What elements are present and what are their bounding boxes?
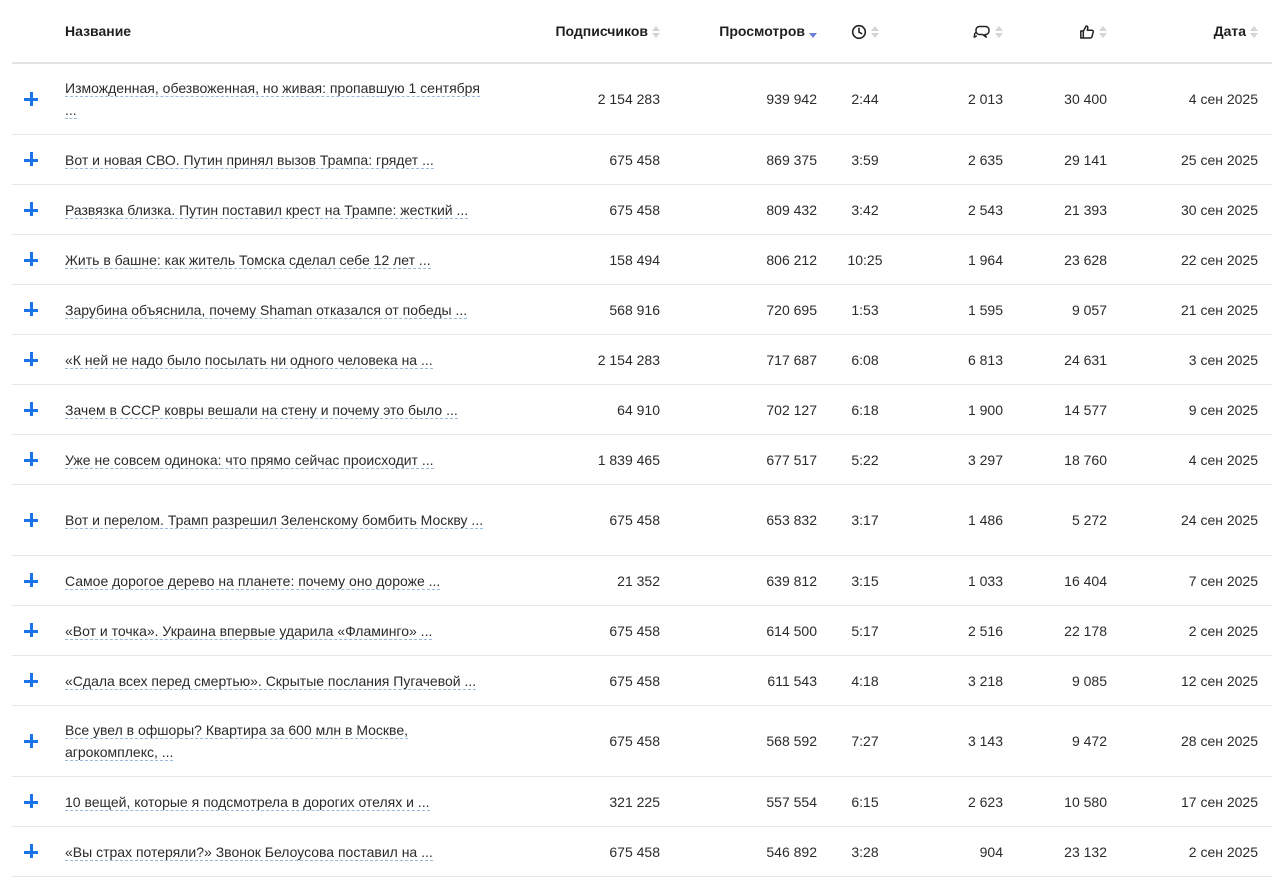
date-cell: 9 сен 2025 <box>1111 385 1272 435</box>
title-cell <box>52 435 502 485</box>
sort-icon[interactable] <box>995 25 1003 39</box>
comments-cell: 1 900 <box>906 385 1010 435</box>
comments-cell: 1 033 <box>906 556 1010 606</box>
views-cell: 939 942 <box>667 63 824 135</box>
date-cell: 7 сен 2025 <box>1111 556 1272 606</box>
sort-icon[interactable] <box>1250 25 1258 39</box>
add-cell <box>12 485 52 556</box>
duration-cell: 5:17 <box>824 606 906 656</box>
date-cell: 4 сен 2025 <box>1111 435 1272 485</box>
title-cell <box>52 63 502 135</box>
comments-cell: 2 516 <box>906 606 1010 656</box>
duration-cell: 2:44 <box>824 63 906 135</box>
header-subscribers-label[interactable]: Подписчиков <box>555 22 648 39</box>
header-likes[interactable] <box>1010 0 1111 63</box>
video-title-link[interactable]: Вот и перелом. Трамп разрешил Зеленскому бомбить Москву ... <box>65 512 484 528</box>
add-cell <box>12 435 52 485</box>
header-date[interactable] <box>1111 0 1272 63</box>
subscribers-cell: 675 458 <box>502 485 667 556</box>
comments-cell: 3 218 <box>906 656 1010 706</box>
table-row <box>12 335 1272 385</box>
sort-desc-icon[interactable] <box>809 25 817 39</box>
views-cell: 806 212 <box>667 235 824 285</box>
add-icon[interactable] <box>24 513 40 529</box>
header-views-label[interactable]: Просмотров <box>719 22 805 39</box>
add-icon[interactable] <box>24 734 40 750</box>
views-cell: 557 554 <box>667 777 824 827</box>
duration-cell: 6:15 <box>824 777 906 827</box>
likes-cell: 10 580 <box>1010 777 1111 827</box>
subscribers-cell: 675 458 <box>502 656 667 706</box>
table-row <box>12 235 1272 285</box>
duration-cell: 5:22 <box>824 435 906 485</box>
table-row <box>12 556 1272 606</box>
header-add-column <box>12 0 52 63</box>
comments-cell: 2 543 <box>906 185 1010 235</box>
table-row <box>12 485 1272 556</box>
table-row <box>12 706 1272 777</box>
duration-cell: 7:27 <box>824 706 906 777</box>
date-cell: 22 сен 2025 <box>1111 235 1272 285</box>
date-cell: 25 сен 2025 <box>1111 135 1272 185</box>
likes-cell: 21 393 <box>1010 185 1111 235</box>
add-icon[interactable] <box>24 302 40 318</box>
add-icon[interactable] <box>24 202 40 218</box>
title-cell <box>52 335 502 385</box>
likes-cell: 29 141 <box>1010 135 1111 185</box>
date-cell: 12 сен 2025 <box>1111 656 1272 706</box>
duration-cell: 6:18 <box>824 385 906 435</box>
comments-cell: 3 143 <box>906 706 1010 777</box>
title-cell <box>52 777 502 827</box>
title-cell <box>52 285 502 335</box>
views-cell: 546 892 <box>667 827 824 877</box>
comments-cell: 1 964 <box>906 235 1010 285</box>
comments-cell: 2 623 <box>906 777 1010 827</box>
add-cell <box>12 385 52 435</box>
views-cell: 717 687 <box>667 335 824 385</box>
likes-cell: 22 178 <box>1010 606 1111 656</box>
date-cell: 24 сен 2025 <box>1111 485 1272 556</box>
views-cell: 653 832 <box>667 485 824 556</box>
likes-cell: 24 631 <box>1010 335 1111 385</box>
video-title-link[interactable]: Все увел в офшоры? Квартира за 600 млн в Москве, агрокомплекс, ... <box>65 722 409 760</box>
duration-cell: 3:42 <box>824 185 906 235</box>
likes-cell: 16 404 <box>1010 556 1111 606</box>
subscribers-cell: 158 494 <box>502 235 667 285</box>
video-title-link[interactable]: Самое дорогое дерево на планете: почему оно дороже ... <box>65 572 441 589</box>
table-row <box>12 285 1272 335</box>
video-title-link[interactable]: Жить в башне: как житель Томска сделал себе 12 лет ... <box>65 251 431 268</box>
duration-cell: 6:08 <box>824 335 906 385</box>
video-title-link[interactable]: Изможденная, обезвоженная, но живая: пропавшую 1 сентября ... <box>65 80 480 118</box>
add-cell <box>12 235 52 285</box>
table-body <box>12 63 1272 877</box>
add-icon[interactable] <box>24 92 40 108</box>
add-icon[interactable] <box>24 673 40 689</box>
clock-icon[interactable] <box>851 24 867 40</box>
date-cell: 21 сен 2025 <box>1111 285 1272 335</box>
add-icon[interactable] <box>24 152 40 168</box>
date-cell: 4 сен 2025 <box>1111 63 1272 135</box>
add-icon[interactable] <box>24 623 40 639</box>
duration-cell: 3:28 <box>824 827 906 877</box>
subscribers-cell: 675 458 <box>502 827 667 877</box>
duration-cell: 3:15 <box>824 556 906 606</box>
comments-cell: 2 635 <box>906 135 1010 185</box>
add-icon[interactable] <box>24 794 40 810</box>
add-cell <box>12 285 52 335</box>
subscribers-cell: 64 910 <box>502 385 667 435</box>
duration-cell: 3:17 <box>824 485 906 556</box>
header-views[interactable] <box>667 0 824 63</box>
add-cell <box>12 135 52 185</box>
video-title-link[interactable]: Зарубина объяснила, почему Shaman отказался от победы ... <box>65 301 468 318</box>
header-duration[interactable] <box>824 0 906 63</box>
subscribers-cell: 21 352 <box>502 556 667 606</box>
date-cell: 3 сен 2025 <box>1111 335 1272 385</box>
header-title <box>52 0 502 63</box>
likes-cell: 9 472 <box>1010 706 1111 777</box>
title-cell <box>52 827 502 877</box>
add-cell <box>12 777 52 827</box>
likes-cell: 9 085 <box>1010 656 1111 706</box>
video-title-link[interactable]: Развязка близка. Путин поставил крест на Трампе: жесткий ... <box>65 201 469 218</box>
views-cell: 639 812 <box>667 556 824 606</box>
thumbs-up-icon[interactable] <box>1079 24 1095 40</box>
views-cell: 869 375 <box>667 135 824 185</box>
video-title-link[interactable]: «К ней не надо было посылать ни одного человека на ... <box>65 351 433 368</box>
duration-cell: 4:18 <box>824 656 906 706</box>
add-icon[interactable] <box>24 573 40 589</box>
table-row <box>12 185 1272 235</box>
sort-icon[interactable] <box>1099 25 1107 39</box>
comments-cell: 1 595 <box>906 285 1010 335</box>
video-title-link[interactable]: «Вот и точка». Украина впервые ударила «Фламинго» ... <box>65 622 433 639</box>
add-cell <box>12 827 52 877</box>
video-title-link[interactable]: Зачем в СССР ковры вешали на стену и почему это было ... <box>65 401 458 418</box>
subscribers-cell: 675 458 <box>502 606 667 656</box>
table-row <box>12 135 1272 185</box>
subscribers-cell: 568 916 <box>502 285 667 335</box>
likes-cell: 14 577 <box>1010 385 1111 435</box>
likes-cell: 5 272 <box>1010 485 1111 556</box>
likes-cell: 30 400 <box>1010 63 1111 135</box>
sort-icon[interactable] <box>871 25 879 39</box>
title-cell <box>52 235 502 285</box>
views-cell: 568 592 <box>667 706 824 777</box>
title-cell <box>52 135 502 185</box>
title-cell <box>52 606 502 656</box>
comments-cell: 1 486 <box>906 485 1010 556</box>
likes-cell: 23 628 <box>1010 235 1111 285</box>
likes-cell: 9 057 <box>1010 285 1111 335</box>
views-cell: 614 500 <box>667 606 824 656</box>
comments-cell: 3 297 <box>906 435 1010 485</box>
date-cell: 2 сен 2025 <box>1111 606 1272 656</box>
subscribers-cell: 2 154 283 <box>502 335 667 385</box>
add-cell <box>12 185 52 235</box>
video-title-link[interactable]: 10 вещей, которые я подсмотрела в дорогих отелях и ... <box>65 793 430 810</box>
video-title-link[interactable]: Уже не совсем одинока: что прямо сейчас происходит ... <box>65 451 434 468</box>
title-cell <box>52 656 502 706</box>
title-cell <box>52 485 502 556</box>
videos-table <box>12 0 1272 877</box>
views-cell: 677 517 <box>667 435 824 485</box>
add-icon[interactable] <box>24 352 40 368</box>
table-header-row <box>12 0 1272 63</box>
comments-cell: 2 013 <box>906 63 1010 135</box>
table-row <box>12 606 1272 656</box>
comment-icon[interactable] <box>973 24 991 40</box>
title-cell <box>52 706 502 777</box>
table-row <box>12 435 1272 485</box>
views-cell: 809 432 <box>667 185 824 235</box>
header-comments[interactable] <box>906 0 1010 63</box>
sort-icon[interactable] <box>652 25 660 39</box>
title-cell <box>52 556 502 606</box>
add-cell <box>12 706 52 777</box>
duration-cell: 10:25 <box>824 235 906 285</box>
views-cell: 611 543 <box>667 656 824 706</box>
title-cell <box>52 185 502 235</box>
likes-cell: 23 132 <box>1010 827 1111 877</box>
likes-cell: 18 760 <box>1010 435 1111 485</box>
video-title-link[interactable]: Вот и новая СВО. Путин принял вызов Трампа: грядет ... <box>65 151 434 168</box>
date-cell: 17 сен 2025 <box>1111 777 1272 827</box>
video-title-link[interactable]: «Вы страх потеряли?» Звонок Белоусова поставил на ... <box>65 843 433 860</box>
table-row <box>12 777 1272 827</box>
date-cell: 30 сен 2025 <box>1111 185 1272 235</box>
date-cell: 2 сен 2025 <box>1111 827 1272 877</box>
table-row <box>12 385 1272 435</box>
header-subscribers[interactable] <box>502 0 667 63</box>
comments-cell: 904 <box>906 827 1010 877</box>
duration-cell: 1:53 <box>824 285 906 335</box>
views-cell: 702 127 <box>667 385 824 435</box>
add-cell <box>12 606 52 656</box>
title-cell <box>52 385 502 435</box>
subscribers-cell: 321 225 <box>502 777 667 827</box>
add-cell <box>12 556 52 606</box>
add-icon[interactable] <box>24 252 40 268</box>
add-icon[interactable] <box>24 844 40 860</box>
add-icon[interactable] <box>24 452 40 468</box>
subscribers-cell: 675 458 <box>502 135 667 185</box>
table-row <box>12 827 1272 877</box>
table-row <box>12 63 1272 135</box>
header-date-label[interactable]: Дата <box>1213 22 1246 39</box>
subscribers-cell: 675 458 <box>502 185 667 235</box>
subscribers-cell: 1 839 465 <box>502 435 667 485</box>
add-cell <box>12 656 52 706</box>
duration-cell: 3:59 <box>824 135 906 185</box>
comments-cell: 6 813 <box>906 335 1010 385</box>
table-row <box>12 656 1272 706</box>
date-cell: 28 сен 2025 <box>1111 706 1272 777</box>
add-cell <box>12 335 52 385</box>
views-cell: 720 695 <box>667 285 824 335</box>
add-cell <box>12 63 52 135</box>
header-title-label: Название <box>65 23 132 39</box>
subscribers-cell: 675 458 <box>502 706 667 777</box>
add-icon[interactable] <box>24 402 40 418</box>
subscribers-cell: 2 154 283 <box>502 63 667 135</box>
video-title-link[interactable]: «Сдала всех перед смертью». Скрытые послания Пугачевой ... <box>65 672 477 689</box>
